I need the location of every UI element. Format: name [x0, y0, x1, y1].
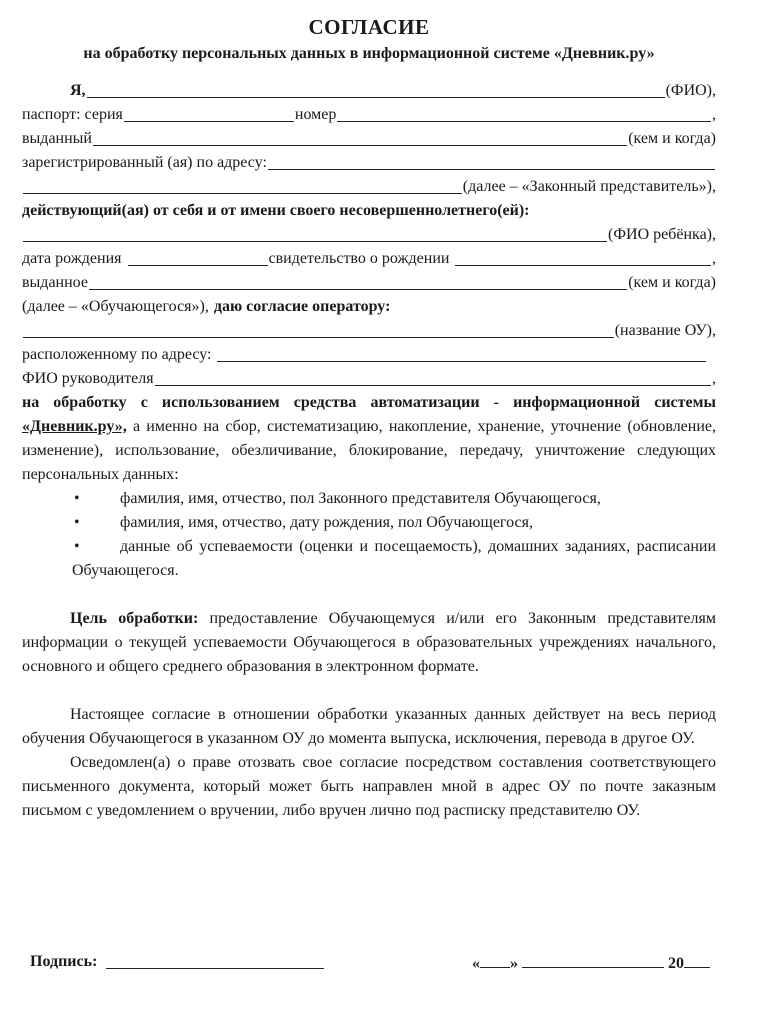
label-issued: выданный	[22, 130, 92, 147]
row-director	[22, 367, 716, 391]
signature-field[interactable]	[106, 968, 324, 969]
row-legal-rep	[22, 175, 716, 199]
signature-label: Подпись:	[30, 953, 98, 970]
document-title: СОГЛАСИЕ	[308, 15, 430, 39]
form-fields	[22, 79, 716, 391]
row-birth	[22, 247, 716, 271]
list-item-text: данные об успеваемости (оценки и посещаемость), домашних заданиях, расписании Обучающегося.	[72, 538, 716, 579]
bullet-icon: •	[74, 538, 80, 555]
list-item-text: фамилия, имя, отчество, пол Законного представителя Обучающегося,	[120, 490, 601, 507]
row-consent-operator	[22, 295, 716, 319]
passport-series-field[interactable]	[124, 104, 294, 122]
processing-text: а именно на сбор, систематизацию, накопление, хранение, уточнение (обновление, изменение), использование, обезличивание, блокирование, передачу, уничтожение следующих персональных данных:	[22, 418, 716, 483]
label-registered: зарегистрированный (ая) по адресу:	[22, 154, 267, 171]
org-name-field[interactable]	[23, 320, 614, 338]
label-birth-date: дата рождения	[22, 250, 122, 267]
quote-open: «	[472, 955, 480, 972]
address-field-2[interactable]	[23, 176, 462, 194]
validity-paragraph: Настоящее согласие в отношении обработки указанных данных действует на весь период обучения Обучающегося в указанном ОУ до момента выпуска, исключения, перевода в другое ОУ.	[22, 706, 716, 747]
label-issued-cert: выданное	[22, 274, 88, 291]
birth-date-field[interactable]	[128, 248, 268, 266]
director-field[interactable]	[155, 368, 711, 386]
row-fio	[22, 79, 716, 103]
bullet-icon: •	[74, 490, 80, 507]
label-consent-operator: даю согласие оператору:	[213, 298, 391, 315]
system-name: «Дневник.ру»,	[22, 418, 127, 435]
processing-bold: на обработку с использованием средства автоматизации - информационной системы	[22, 394, 716, 411]
child-fio-field[interactable]	[23, 224, 607, 242]
list-item-text: фамилия, имя, отчество, дату рождения, пол Обучающегося,	[120, 514, 533, 531]
label-when-by-2: (кем и когда)	[628, 274, 716, 291]
list-item	[22, 487, 716, 511]
passport-issued-field[interactable]	[93, 128, 627, 146]
label-org-name: (название ОУ),	[614, 322, 716, 339]
label-director: ФИО руководителя	[22, 370, 154, 387]
org-address-field[interactable]	[217, 344, 706, 362]
passport-number-field[interactable]	[337, 104, 711, 122]
processing-paragraph	[22, 391, 716, 487]
quote-close: »	[510, 955, 518, 972]
row-issued	[22, 127, 716, 151]
revoke-paragraph: Осведомлен(а) о праве отозвать свое согласие посредством составления соответствующего письменного документа, который может быть направлен мной в адрес ОУ по почте заказным письмом с уведомлением о вручении, либо вручен лично под расписку представителю ОУ.	[22, 754, 716, 819]
signature-block	[30, 950, 710, 976]
label-birth-cert: свидетельство о рождении	[268, 250, 450, 267]
date-block	[472, 950, 710, 976]
row-registered	[22, 151, 716, 175]
label-comma-2: ,	[712, 250, 716, 267]
purpose-label: Цель обработки:	[70, 610, 199, 627]
purpose-paragraph	[22, 607, 716, 679]
bullet-icon: •	[74, 514, 80, 531]
row-passport	[22, 103, 716, 127]
label-legal-rep: (далее – «Законный представитель»),	[462, 178, 716, 195]
document-subtitle: на обработку персональных данных в информационной системе «Дневник.ру»	[83, 45, 655, 62]
consent-document	[22, 14, 716, 823]
label-student-pre: (далее – «Обучающегося»),	[22, 298, 209, 315]
label-when-by: (кем и когда)	[628, 130, 716, 147]
label-comma-3: ,	[712, 370, 716, 387]
birth-cert-field[interactable]	[455, 248, 711, 266]
row-issued-cert	[22, 271, 716, 295]
label-acting: действующий(ая) от себя и от имени своего несовершеннолетнего(ей):	[22, 202, 530, 219]
address-field[interactable]	[268, 152, 715, 170]
list-item	[22, 511, 716, 535]
year-prefix: 20	[668, 955, 684, 972]
row-acting	[22, 199, 716, 223]
label-child-fio: (ФИО ребёнка),	[608, 226, 716, 243]
purpose-text: предоставление Обучающемуся и/или его Законным представителям информации о текущей успеваемости Обучающегося в образовательных учреждениях начального, основного и общего среднего образования в электронном формате.	[22, 610, 716, 675]
label-passport-series: паспорт: серия	[22, 106, 123, 123]
row-org	[22, 319, 716, 343]
data-list	[22, 487, 716, 583]
list-item	[22, 535, 716, 583]
fio-field[interactable]	[87, 80, 665, 98]
label-fio: (ФИО),	[665, 82, 716, 99]
year-field[interactable]	[684, 950, 710, 968]
row-located	[22, 343, 716, 367]
label-comma: ,	[712, 106, 716, 123]
label-number: номер	[294, 106, 337, 123]
row-child-fio	[22, 223, 716, 247]
label-ya: Я,	[70, 82, 86, 99]
month-field[interactable]	[522, 950, 664, 968]
cert-issued-field[interactable]	[89, 272, 627, 290]
label-located: расположенному по адресу:	[22, 346, 212, 363]
day-field[interactable]	[480, 950, 510, 968]
